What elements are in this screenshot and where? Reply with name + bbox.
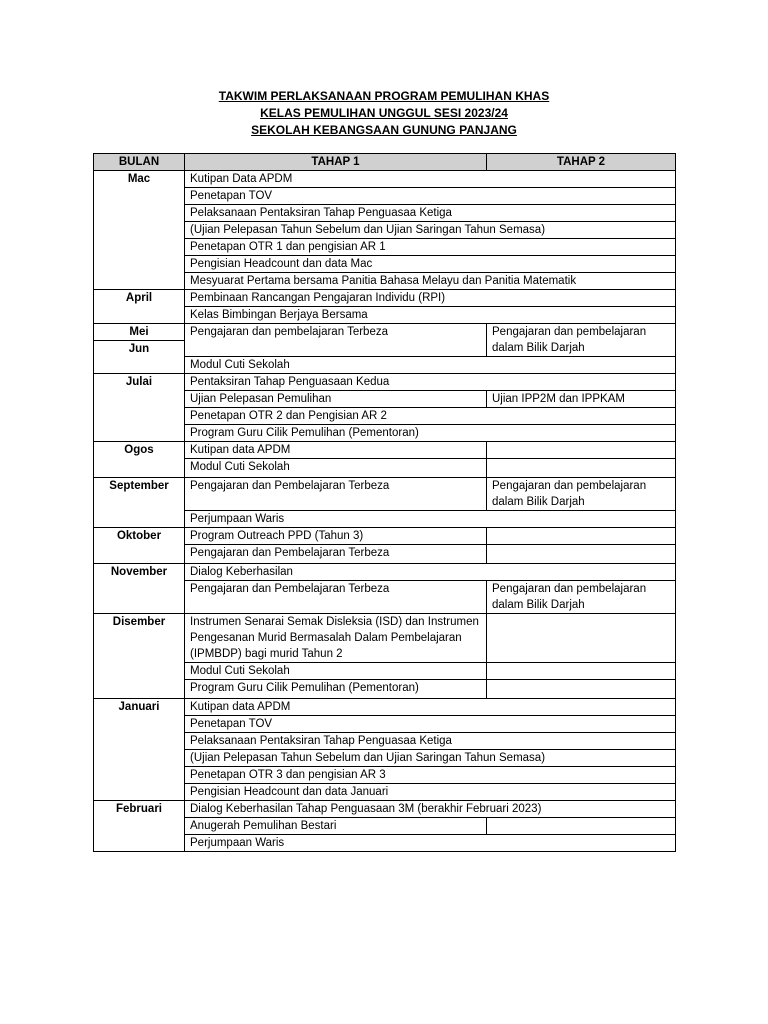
table-row bbox=[94, 614, 676, 663]
activity-cell: Penetapan TOV bbox=[185, 716, 676, 733]
tahap2-cell: Ujian IPP2M dan IPPKAM bbox=[487, 391, 676, 408]
month-oktober: Oktober bbox=[94, 528, 185, 564]
header-tahap1: TAHAP 1 bbox=[185, 154, 487, 171]
activity-cell: Pengajaran dan Pembelajaran Terbeza bbox=[185, 478, 487, 511]
activity-cell: Perjumpaan Waris bbox=[185, 835, 676, 852]
activity-cell: Program Guru Cilik Pemulihan (Pementoran) bbox=[185, 425, 676, 442]
tahap2-cell-empty bbox=[487, 528, 676, 545]
table-row bbox=[94, 171, 676, 188]
activity-cell: Kutipan data APDM bbox=[185, 699, 676, 716]
table-row bbox=[94, 290, 676, 307]
tahap2-cell-empty bbox=[487, 663, 676, 680]
tahap2-cell-empty bbox=[487, 680, 676, 699]
activity-cell: Pengajaran dan Pembelajaran Terbeza bbox=[185, 545, 487, 564]
month-mei: Mei bbox=[94, 324, 185, 341]
month-julai: Julai bbox=[94, 374, 185, 442]
activity-cell: Kutipan data APDM bbox=[185, 442, 487, 459]
header-bulan: BULAN bbox=[94, 154, 185, 171]
activity-cell: Program Outreach PPD (Tahun 3) bbox=[185, 528, 487, 545]
table-row bbox=[94, 374, 676, 391]
document-title bbox=[0, 88, 768, 139]
tahap2-cell-empty bbox=[487, 442, 676, 459]
activity-cell: Pelaksanaan Pentaksiran Tahap Penguasaa Ketiga bbox=[185, 733, 676, 750]
month-jun: Jun bbox=[94, 341, 185, 374]
activity-cell: Pentaksiran Tahap Penguasaan Kedua bbox=[185, 374, 676, 391]
month-ogos: Ogos bbox=[94, 442, 185, 478]
activity-cell: Penetapan OTR 3 dan pengisian AR 3 bbox=[185, 767, 676, 784]
month-september: September bbox=[94, 478, 185, 528]
activity-cell: Pengajaran dan Pembelajaran Terbeza bbox=[185, 581, 487, 614]
table-row bbox=[94, 442, 676, 459]
activity-cell: Penetapan OTR 1 dan pengisian AR 1 bbox=[185, 239, 676, 256]
month-november: November bbox=[94, 564, 185, 614]
month-februari: Februari bbox=[94, 801, 185, 852]
activity-cell: Pengisian Headcount dan data Mac bbox=[185, 256, 676, 273]
month-januari: Januari bbox=[94, 699, 185, 801]
activity-cell: Anugerah Pemulihan Bestari bbox=[185, 818, 487, 835]
activity-cell: Pengisian Headcount dan data Januari bbox=[185, 784, 676, 801]
activity-cell: Kelas Bimbingan Berjaya Bersama bbox=[185, 307, 676, 324]
activity-cell: Program Guru Cilik Pemulihan (Pementoran) bbox=[185, 680, 487, 699]
table-row bbox=[94, 564, 676, 581]
month-disember: Disember bbox=[94, 614, 185, 699]
activity-cell: Pengajaran dan pembelajaran Terbeza bbox=[185, 324, 487, 357]
title-line-3: SEKOLAH KEBANGSAAN GUNUNG PANJANG bbox=[251, 123, 517, 137]
activity-cell: Penetapan TOV bbox=[185, 188, 676, 205]
header-row bbox=[94, 154, 676, 171]
activity-cell: Penetapan OTR 2 dan Pengisian AR 2 bbox=[185, 408, 676, 425]
activity-cell: (Ujian Pelepasan Tahun Sebelum dan Ujian Saringan Tahun Semasa) bbox=[185, 222, 676, 239]
month-mac: Mac bbox=[94, 171, 185, 290]
activity-cell: Dialog Keberhasilan bbox=[185, 564, 676, 581]
table-row bbox=[94, 801, 676, 818]
title-line-1: TAKWIM PERLAKSANAAN PROGRAM PEMULIHAN KHAS bbox=[218, 89, 550, 103]
tahap2-cell-empty bbox=[487, 818, 676, 835]
tahap2-cell-empty bbox=[487, 545, 676, 564]
title-line-2: KELAS PEMULIHAN UNGGUL SESI 2023/24 bbox=[260, 106, 508, 120]
tahap2-cell: Pengajaran dan pembelajaran dalam Bilik Darjah bbox=[487, 581, 676, 614]
activity-cell: Ujian Pelepasan Pemulihan bbox=[185, 391, 487, 408]
activity-cell: Kutipan Data APDM bbox=[185, 171, 676, 188]
table-row bbox=[94, 478, 676, 511]
header-tahap2: TAHAP 2 bbox=[487, 154, 676, 171]
activity-cell: (Ujian Pelepasan Tahun Sebelum dan Ujian Saringan Tahun Semasa) bbox=[185, 750, 676, 767]
tahap2-cell: Pengajaran dan pembelajaran dalam Bilik Darjah bbox=[487, 478, 676, 511]
tahap2-cell-empty bbox=[487, 614, 676, 663]
table-row bbox=[94, 528, 676, 545]
month-april: April bbox=[94, 290, 185, 324]
table-row bbox=[94, 699, 676, 716]
activity-cell: Instrumen Senarai Semak Disleksia (ISD) dan Instrumen Pengesanan Murid Bermasalah Dalam Pembelajaran (IPMBDP) bagi murid Tahun 2 bbox=[185, 614, 487, 663]
activity-cell: Dialog Keberhasilan Tahap Penguasaan 3M (berakhir Februari 2023) bbox=[185, 801, 676, 818]
activity-cell: Pembinaan Rancangan Pengajaran Individu (RPI) bbox=[185, 290, 676, 307]
tahap2-cell: Pengajaran dan pembelajaran dalam Bilik Darjah bbox=[487, 324, 676, 357]
activity-cell: Mesyuarat Pertama bersama Panitia Bahasa Melayu dan Panitia Matematik bbox=[185, 273, 676, 290]
takwim-table bbox=[93, 153, 676, 852]
activity-cell: Modul Cuti Sekolah bbox=[185, 663, 487, 680]
activity-cell: Pelaksanaan Pentaksiran Tahap Penguasaa Ketiga bbox=[185, 205, 676, 222]
tahap2-cell-empty bbox=[487, 459, 676, 478]
activity-cell: Modul Cuti Sekolah bbox=[185, 459, 487, 478]
activity-cell: Modul Cuti Sekolah bbox=[185, 357, 676, 374]
activity-cell: Perjumpaan Waris bbox=[185, 511, 676, 528]
